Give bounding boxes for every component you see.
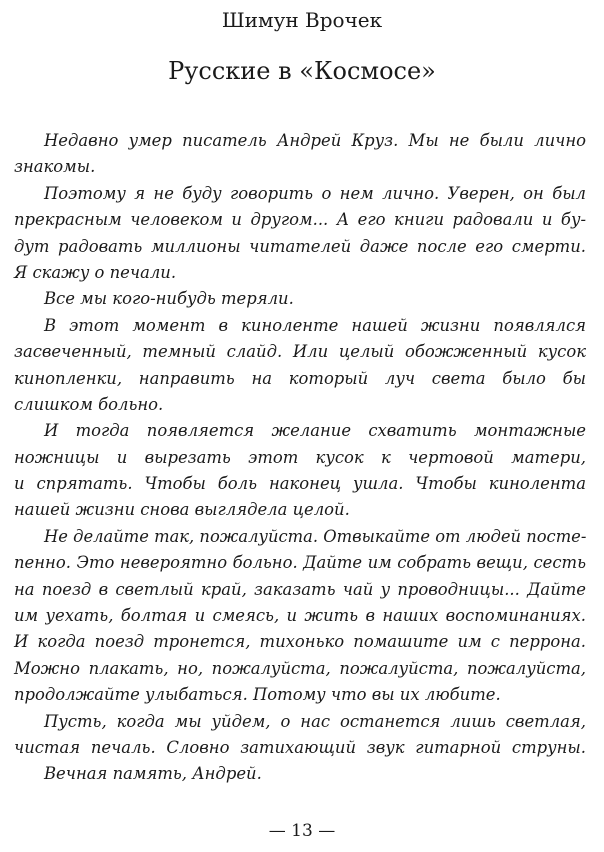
text-line: нашей жизни снова выглядела целой. <box>14 500 350 520</box>
text-line: на поезд в светлый край, заказать чай у проводницы... Дайте <box>14 579 586 599</box>
text-line: прекрасным человеком и другом... А его книги радовали и бу- <box>14 210 586 230</box>
text-line: Поэтому я не буду говорить о нем лично. Уверен, он был <box>44 183 586 203</box>
text-line: И тогда появляется желание схватить монтажные <box>44 421 586 441</box>
text-line: и спрятать. Чтобы боль наконец ушла. Чтобы кинолента <box>14 474 586 494</box>
text-line: Недавно умер писатель Андрей Круз. Мы не были лично <box>44 131 586 150</box>
body-text <box>14 128 586 788</box>
text-line: Вечная память, Андрей. <box>44 764 262 784</box>
text-line: им уехать, болтая и смеясь, и жить в наших воспоминаниях. <box>14 606 586 626</box>
author-name: Шимун Врочек <box>221 8 383 32</box>
page-number: — 13 — <box>268 821 336 841</box>
text-line: продолжайте улыбаться. Потому что вы их любите. <box>14 685 501 705</box>
text-line: дут радовать миллионы читателей даже после его смерти. <box>14 236 586 256</box>
text-line: Можно плакать, но, пожалуйста, пожалуйста, пожалуйста, <box>14 658 586 678</box>
text-line: Я скажу о печали. <box>14 262 177 282</box>
text-line: Не делайте так, пожалуйста. Отвыкайте от людей посте- <box>44 526 587 546</box>
chapter-title: Русские в «Космосе» <box>168 57 436 85</box>
text-line: чистая печаль. Словно затихающий звук гитарной струны. <box>14 737 586 757</box>
text-line: В этот момент в киноленте нашей жизни появлялся <box>44 315 586 335</box>
text-line: Все мы кого-нибудь теряли. <box>44 289 294 309</box>
text-line: засвеченный, темный слайд. Или целый обожженный кусок <box>14 342 586 362</box>
text-line: ножницы и вырезать этот кусок к чертовой матери, <box>14 447 586 467</box>
text-line: кинопленки, направить на который луч света было бы <box>14 368 586 388</box>
text-line: пенно. Это невероятно больно. Дайте им собрать вещи, сесть <box>14 553 586 573</box>
text-line: знакомы. <box>14 157 96 177</box>
text-line: Пусть, когда мы уйдем, о нас останется лишь светлая, <box>44 711 586 731</box>
text-line: слишком больно. <box>14 394 164 414</box>
text-line: И когда поезд тронется, тихонько помашите им с перрона. <box>14 632 586 652</box>
